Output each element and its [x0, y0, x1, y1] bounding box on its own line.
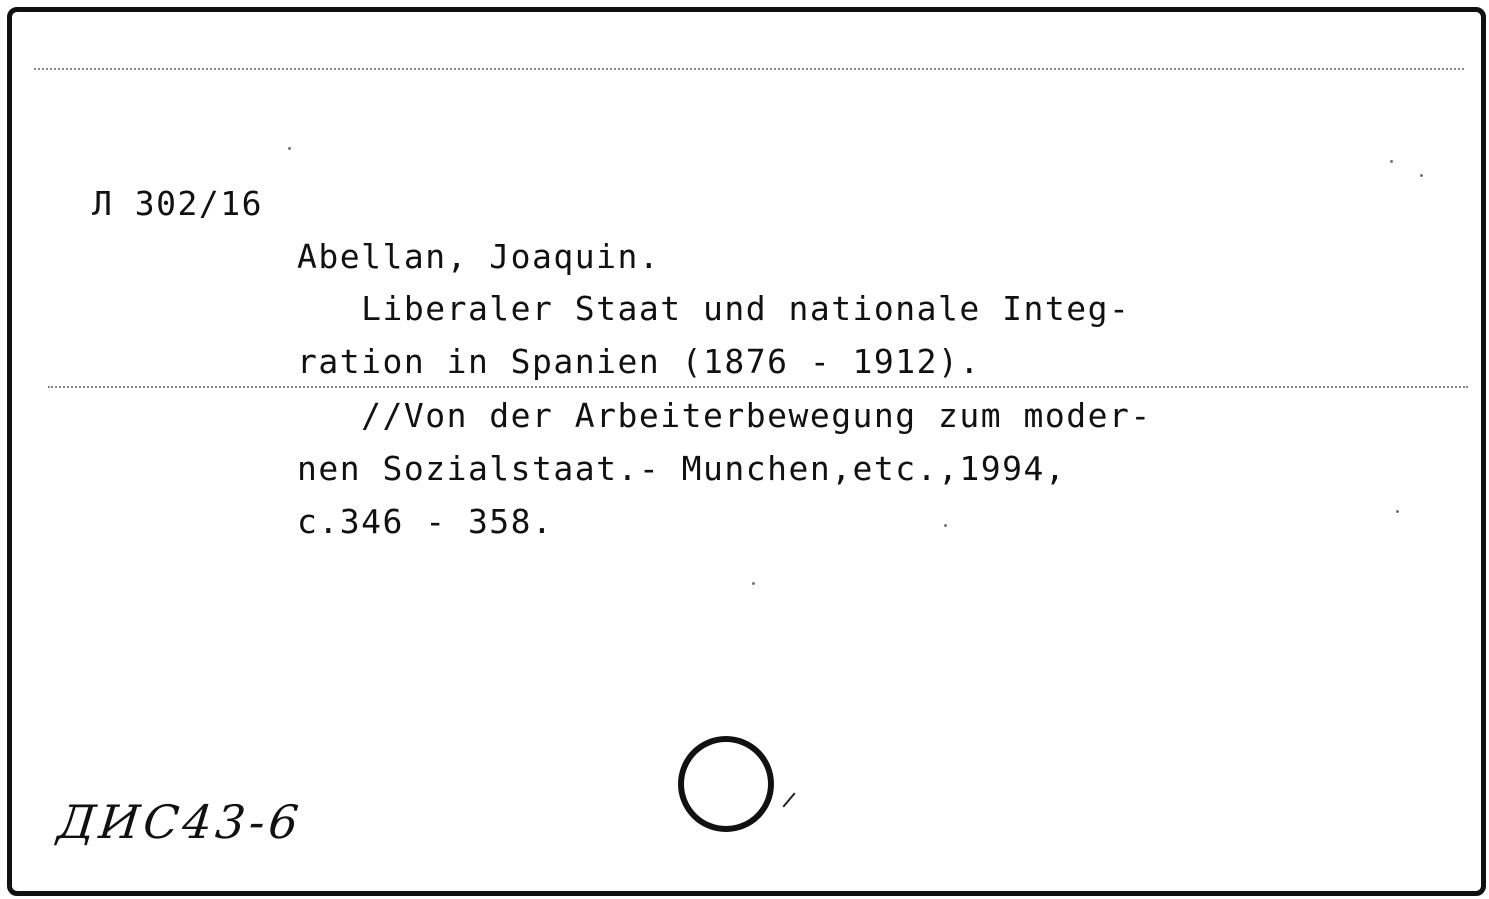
card-dotted-rule-middle	[48, 386, 1468, 388]
pages-line: c.346 - 358.	[297, 502, 554, 541]
punch-hole	[678, 736, 774, 832]
title-line-1: Liberaler Staat und nationale Integ-	[297, 289, 1131, 328]
source-line-1: //Von der Arbeiterbewegung zum moder-	[297, 396, 1152, 435]
card-speck	[1390, 160, 1393, 163]
card-speck	[1420, 174, 1423, 177]
handwritten-note: ДИС43-6	[55, 795, 305, 849]
card-speck	[944, 524, 947, 527]
author-line: Abellan, Joaquin.	[297, 237, 661, 276]
card-dotted-rule-top	[34, 68, 1464, 70]
punch-hole-mark	[782, 792, 795, 807]
title-line-2: ration in Spanien (1876 - 1912).	[297, 342, 981, 381]
card-speck	[752, 582, 755, 585]
card-speck	[1396, 510, 1399, 513]
source-line-2: nen Sozialstaat.- Munchen,etc.,1994,	[297, 449, 1067, 488]
call-number: Л 302/16	[92, 184, 263, 223]
card-speck	[288, 147, 291, 150]
